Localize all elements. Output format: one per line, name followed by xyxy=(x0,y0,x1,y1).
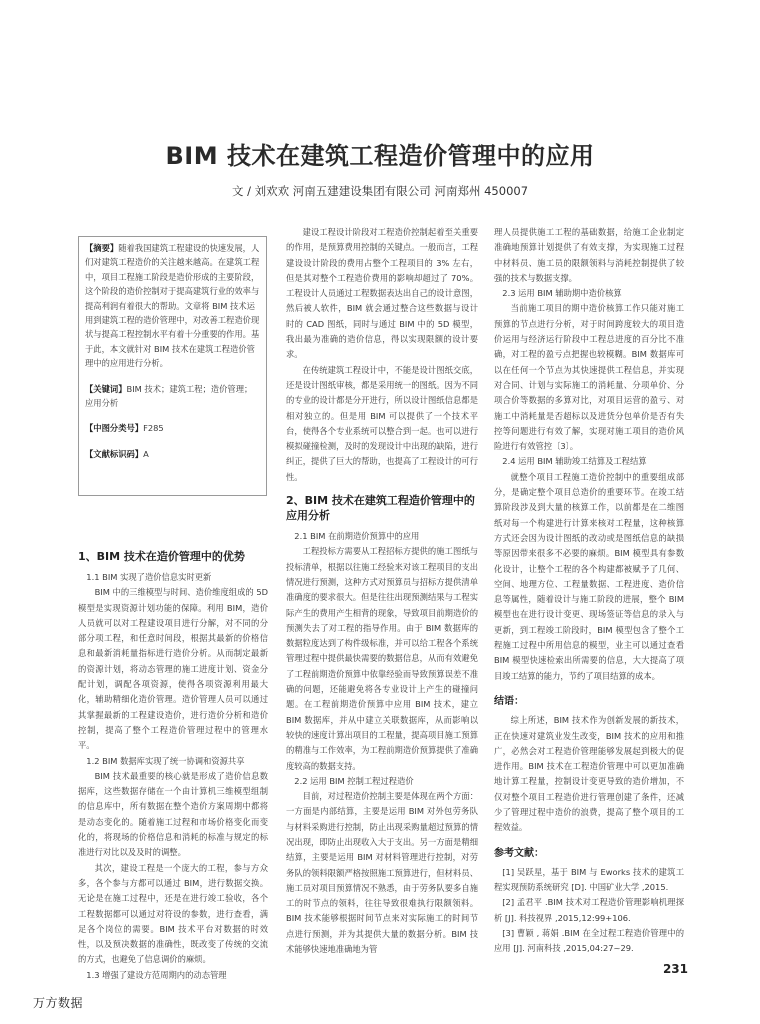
clc-label: 【中图分类号】 xyxy=(85,423,144,434)
subsection-2-3: 2.3 运用 BIM 辅助期中造价核算 xyxy=(502,288,622,299)
column-left xyxy=(78,541,268,983)
subsection-2-1: 2.1 BIM 在前期造价预算中的应用 xyxy=(294,531,420,542)
reference-item: [2] 孟君平 .BIM 技术对工程造价管理影响机理探析 [J]. 科技视界 ,2015,12:99+106. xyxy=(494,897,684,923)
subsection-1-2: 1.2 BIM 数据库实现了统一协调和资源共享 xyxy=(86,755,245,766)
paragraph: 当前施工项目的期中造价核算工作只能对施工预算的节点进行分析，对于时间跨度较大的项目造价运用与经济运行阶段中工程总进度的百分比不准确，对工程的盈亏点把握也较模糊。BIM 数据库可以在任何一个节点为其快速提供工程信息，并实现对合同、计划与实际施工的消耗量、分项单价、分项合价等数据的多算对比，对项目运营的盈亏、对施工中消耗量是否超标以及进货分包单价是否有失控等问题进行有效了解，实现对施工项目的造价风险进行有效管控〔3〕。 xyxy=(494,303,684,452)
subsection-2-2: 2.2 运用 BIM 控制工程过程造价 xyxy=(294,775,414,786)
keywords-label: 【关键词】 xyxy=(85,383,127,394)
paragraph: 建设工程设计阶段对工程造价控制起着至关重要的作用，是预算费用控制的关键点。一般而言，工程建设设计阶段的费用占整个工程项目的 3% 左右，但是其对整个工程造价费用的影响却超过了 70%。工程设计人员通过工程数据表达出自己的设计意图，然后被人软件，BIM 就会通过整合这些数据与设计时的 CAD 图纸，同时与通过 BIM 中的 5D 模型，我出最为准确的造价信息，得以实现限额的设计要求。 xyxy=(286,227,478,360)
paragraph: 其次，建设工程是一个庞大的工程，参与方众多，各个参与方都可以通过 BIM，进行数据交换。无论是在施工过程中，还是在进行竣工验收，各个工程数据都可以通过对符设的参数，进行查看，满足各个岗位的需要。BIM 技术平台对数据的时效性，以及预决数据的准确性，既改变了传统的交流的方式，也避免了信息调价的麻烦。 xyxy=(78,862,268,965)
subsection-1-1: 1.1 BIM 实现了造价信息实时更新 xyxy=(86,572,212,582)
column-middle xyxy=(286,225,478,957)
keywords-text: BIM 技术；建筑工程；造价管理；应用分析 xyxy=(85,383,253,409)
author-byline: 文 / 刘欢欢 河南五建建设集团有限公司 河南郑州 450007 xyxy=(231,184,529,198)
paragraph: 工程投标方需要从工程招标方提供的施工图纸与投标清单，根据以往施工经验来对该工程项目的支出情况进行预测，这种方式对预算员与招标方提供清单准确度的要求很大。但是往往出现预测结果与工程实际产生的费用产生相背的现象，导致项目前期造价的预测失去了对工程的指导作用。由于 BIM 数据库的数据粒度达到了构件级标准，并可以给工程各个系统管理过程中提供最快需要的数据信息，从而有效避免了工程前期造价预算中依靠经验而导致预算误差不准确的问题，还能避免将各专业设计上产生的碰撞问题。在工程前期造价预算中应用 BIM 技术，建立 BIM 数据库，并从中建立关联数据库，从而影响以较快的速度计算出项目的工程量，提高项目施工预算的精准与工作效率，为工程前期造价预算提供了准确度较高的数据支持。 xyxy=(286,546,478,771)
paragraph: 就整个项目工程施工造价控制中的重要组成部分，是确定整个项目总造价的重要环节。在竣工结算阶段涉及到大量的核算工作，以前都是在二维图纸对每一个构建进行计算来核对工程量，这种核算方式还会因为设计图纸的改动或是图纸信息的缺损等原因带来很多不必要的麻烦。BIM 模型具有参数化设计，让整个工程的各个构建都被赋予了几何、空间、地理方位、工程量数据、工程进度、造价信息等属性，随着设计与施工阶段的进展，整个 BIM 模型也在进行设计变更、现场签证等信息的录入与更新，到工程竣工阶段时，BIM 模型包含了整个工程施工过程中所用信息的模型，业主可以通过查看 BIM 模型快速检索出所需要的信息，大大提高了项目竣工结算的能力，节约了项目结算的成本。 xyxy=(494,471,684,681)
clc-value: F285 xyxy=(143,423,164,434)
abstract-box xyxy=(78,236,267,496)
subsection-2-4: 2.4 运用 BIM 辅助竣工结算及工程结算 xyxy=(502,456,647,467)
reference-item: [1] 吴跃星，基于 BIM 与 Eworks 技术的建筑工程实现预防系统研究 [D]. 中国矿业大学 ,2015. xyxy=(494,866,684,893)
abstract-label: 【摘要】 xyxy=(85,243,119,253)
column-right xyxy=(494,225,684,957)
references-list xyxy=(494,865,684,957)
keywords xyxy=(85,382,260,411)
paragraph: BIM 技术最重要的核心就是形成了造价信息数据库，这些数据存储在一个由计算机三维模型组制的信息库中，所有数据在整个造价方案周期中都将是动态变化的。随着施工过程和市场价格变化而变化的，将现场的价格信息和消耗的标准与规定的标准进行对比以及及时的调整。 xyxy=(78,770,268,858)
paragraph: BIM 中的三维模型与时间、造价维度组成的 5D 模型是实现资源计划功能的保障。利用 BIM，造价人员就可以对工程建设项目进行分解，对不同的分部分项工程，和任意时间段，根据其最新的价格信息和最新消耗量指标进行造价分析。从而制定最新的资源计划，将动态管理的施工进度计划、资金分配计划，调配各项资源，使得各项资源利用最大化，辅助精细化造价管理。造价管理人员可以通过其掌握最新的工程建设造价，进行造价分析和造价控制，提高了整个工程造价管理过程中的管理水平。 xyxy=(78,587,268,751)
clc-number xyxy=(85,421,260,435)
conclusion-paragraph: 综上所述，BIM 技术作为创新发展的新技术，正在快速对建筑业发生改变，BIM 技术的应用和推广，必然会对工程造价管理能够发展起到极大的促进作用。BIM 技术在工程造价管理中可以更加准确地计算工程量，控制设计变更导致的造价增加，不仅对整个项目工程造价进行管理创建了条件，还减少了管理过程中造价的浪费，提高了整个项目的工程效益。 xyxy=(494,715,684,833)
paragraph: 理人员提供施工工程的基础数据，给施工企业制定准确地预算计划提供了有效支撑，为实现施工过程中材料员、施工员的限额领料与消耗控制提供了较强的技术与数据支撑。 xyxy=(494,227,684,283)
paragraph: 目前，对过程造价控制主要是体现在两个方面：一方面是内部结算，主要是运用 BIM 对外包劳务队与材料采购进行控制，防止出现采购量超过预算的情况出现，即防止出现收入大于支出。另一方面是精细结算，主要是运用 BIM 对材料管理进行控制，对劳务队的领料限额严格按照施工预算进行，但材料员、施工员对项目预算情况不熟悉，由于劳务队要多自施工的时节点的领料，往往导致很难执行限额领料。BIM 技术能够根据时间节点来对实际施工的时间节点进行预测，并为其提供大量的数据分析。BIM 技术能够快速地准确地为管 xyxy=(286,791,478,955)
section-2-heading: 2、BIM 技术在建筑工程造价管理中的应用分析 xyxy=(286,494,475,523)
doc-code xyxy=(85,447,260,461)
section-1-heading: 1、BIM 技术在造价管理中的优势 xyxy=(78,550,245,563)
references-heading: 参考文献： xyxy=(494,847,544,859)
abstract-text: 随着我国建筑工程建设的快速发展，人们对建筑工程造价的关注越来越高。在建筑工程中，项目工程施工阶段是造价形成的主要阶段，这个阶段的造价控制对于提高建筑行业的效率与提高利润有着很大的帮助。文章将 BIM 技术运用到建筑工程的造价管理中，对改善工程造价现状与提高工程控制水平有着十分重要的作用。基于此，本文就针对 BIM 技术在建筑工程造价管理中的应用进行分析。 xyxy=(85,243,260,369)
abstract xyxy=(85,241,260,371)
article-title: BIM 技术在建筑工程造价管理中的应用 xyxy=(165,142,595,170)
conclusion-heading: 结语： xyxy=(494,695,524,707)
paragraph: 在传统建筑工程设计中，不能是设计图纸交底，还是设计图纸审核，都是采用统一的图纸。因为不同的专业的设计都是分开进行，所以设计图纸信息都是相对独立的。但是用 BIM 可以提供了一个技术平台，使得各个专业系统可以整合到一起。也可以进行模拟碰撞检测，及时的发现设计中出现的缺陷，进行纠正，提供了巨大的帮助，也提高了工程设计的可行性。 xyxy=(286,364,478,482)
doc-code-label: 【文献标识码】 xyxy=(85,448,144,459)
subsection-1-3: 1.3 增强了建设方范周期内的动态管理 xyxy=(86,969,227,980)
reference-item: [3] 曹颖 , 蒋娟 .BIM 在全过程工程造价管理中的应用 [J]. 河南科技 ,2015,04:27~29. xyxy=(494,928,684,954)
footer-brand: 万方数据 xyxy=(33,996,84,1010)
doc-code-value: A xyxy=(143,448,149,459)
page-number: 231 xyxy=(662,962,688,976)
